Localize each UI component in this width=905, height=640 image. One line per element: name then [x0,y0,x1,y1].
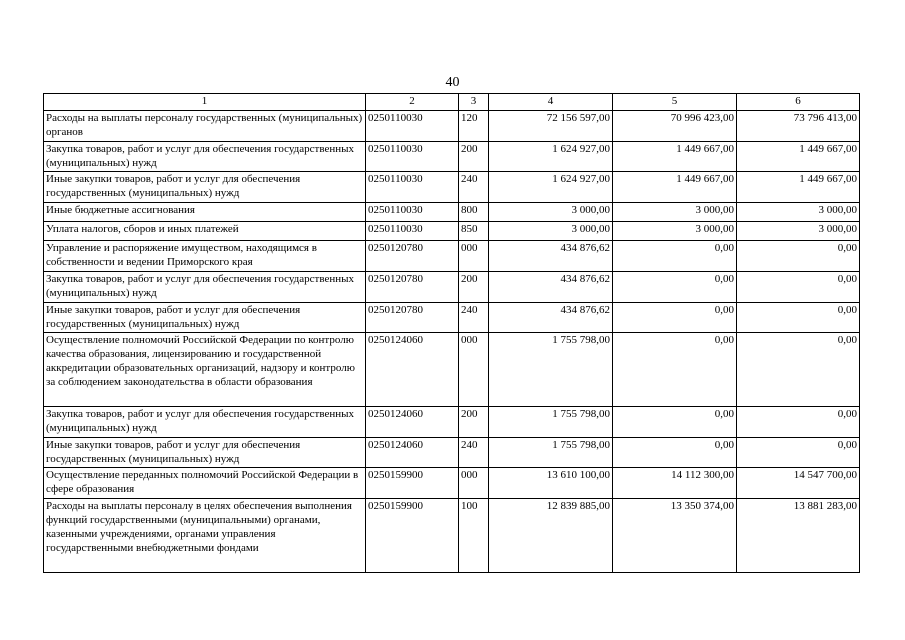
amount-col6-cell: 1 449 667,00 [737,142,860,172]
amount-col6-cell: 3 000,00 [737,222,860,241]
table-row [44,407,860,438]
table-row [44,499,860,573]
target-code-cell: 0250159900 [366,499,459,573]
amount-col5-cell: 70 996 423,00 [613,111,737,142]
amount-col4-cell: 12 839 885,00 [489,499,613,573]
column-header: 2 [366,94,459,111]
expense-type-cell: 000 [459,333,489,407]
amount-col5-cell: 1 449 667,00 [613,172,737,203]
amount-col6-cell: 73 796 413,00 [737,111,860,142]
table-row [44,142,860,172]
table-row [44,111,860,142]
expense-type-cell: 240 [459,172,489,203]
column-header: 5 [613,94,737,111]
table-row [44,438,860,468]
expense-name-cell: Управление и распоряжение имуществом, находящимся в собственности и ведении Приморского края [44,241,366,272]
target-code-cell: 0250120780 [366,303,459,333]
table-row [44,303,860,333]
expense-name-cell: Иные закупки товаров, работ и услуг для обеспечения государственных (муниципальных) нужд [44,438,366,468]
target-code-cell: 0250110030 [366,111,459,142]
amount-col6-cell: 0,00 [737,241,860,272]
expense-type-cell: 200 [459,142,489,172]
expense-name-cell: Иные бюджетные ассигнования [44,203,366,222]
expense-type-cell: 800 [459,203,489,222]
target-code-cell: 0250120780 [366,272,459,303]
expense-name-cell: Уплата налогов, сборов и иных платежей [44,222,366,241]
column-header: 1 [44,94,366,111]
expense-type-cell: 200 [459,407,489,438]
expense-name-cell: Осуществление переданных полномочий Российской Федерации в сфере образования [44,468,366,499]
amount-col4-cell: 1 624 927,00 [489,142,613,172]
amount-col6-cell: 13 881 283,00 [737,499,860,573]
amount-col5-cell: 3 000,00 [613,222,737,241]
amount-col5-cell: 0,00 [613,303,737,333]
amount-col5-cell: 0,00 [613,407,737,438]
amount-col6-cell: 3 000,00 [737,203,860,222]
amount-col4-cell: 1 624 927,00 [489,172,613,203]
target-code-cell: 0250124060 [366,438,459,468]
table-row [44,333,860,407]
budget-table [43,93,860,573]
amount-col5-cell: 0,00 [613,438,737,468]
target-code-cell: 0250120780 [366,241,459,272]
amount-col5-cell: 0,00 [613,333,737,407]
target-code-cell: 0250124060 [366,407,459,438]
expense-type-cell: 850 [459,222,489,241]
column-header: 3 [459,94,489,111]
column-header: 4 [489,94,613,111]
table-row [44,222,860,241]
table-row [44,468,860,499]
table-row [44,203,860,222]
amount-col4-cell: 72 156 597,00 [489,111,613,142]
expense-type-cell: 240 [459,438,489,468]
target-code-cell: 0250110030 [366,142,459,172]
amount-col4-cell: 3 000,00 [489,222,613,241]
amount-col4-cell: 3 000,00 [489,203,613,222]
amount-col5-cell: 13 350 374,00 [613,499,737,573]
amount-col6-cell: 0,00 [737,333,860,407]
page-number: 40 [445,75,460,90]
expense-name-cell: Расходы на выплаты персоналу в целях обеспечения выполнения функций государственными (муниципальными) органами, казенными учреждениями, органами управления государственными внебюджетными фондами [44,499,366,573]
amount-col6-cell: 14 547 700,00 [737,468,860,499]
amount-col6-cell: 1 449 667,00 [737,172,860,203]
amount-col4-cell: 1 755 798,00 [489,333,613,407]
expense-name-cell: Иные закупки товаров, работ и услуг для обеспечения государственных (муниципальных) нужд [44,172,366,203]
expense-name-cell: Закупка товаров, работ и услуг для обеспечения государственных (муниципальных) нужд [44,272,366,303]
amount-col5-cell: 0,00 [613,241,737,272]
expense-type-cell: 240 [459,303,489,333]
expense-name-cell: Закупка товаров, работ и услуг для обеспечения государственных (муниципальных) нужд [44,407,366,438]
amount-col6-cell: 0,00 [737,438,860,468]
expense-name-cell: Расходы на выплаты персоналу государственных (муниципальных) органов [44,111,366,142]
expense-type-cell: 100 [459,499,489,573]
amount-col6-cell: 0,00 [737,272,860,303]
amount-col4-cell: 1 755 798,00 [489,407,613,438]
expense-name-cell: Осуществление полномочий Российской Федерации по контролю качества образования, лицензированию и государственной аккредитации образовательных организаций, надзору и контролю за соблюдением законодательства в области образования [44,333,366,407]
expense-type-cell: 000 [459,468,489,499]
amount-col4-cell: 434 876,62 [489,303,613,333]
table-header-row [44,94,860,111]
target-code-cell: 0250110030 [366,222,459,241]
amount-col4-cell: 434 876,62 [489,272,613,303]
column-header: 6 [737,94,860,111]
amount-col4-cell: 1 755 798,00 [489,438,613,468]
table-row [44,272,860,303]
amount-col4-cell: 434 876,62 [489,241,613,272]
expense-type-cell: 200 [459,272,489,303]
target-code-cell: 0250159900 [366,468,459,499]
target-code-cell: 0250124060 [366,333,459,407]
amount-col4-cell: 13 610 100,00 [489,468,613,499]
expense-name-cell: Иные закупки товаров, работ и услуг для обеспечения государственных (муниципальных) нужд [44,303,366,333]
expense-type-cell: 000 [459,241,489,272]
expense-name-cell: Закупка товаров, работ и услуг для обеспечения государственных (муниципальных) нужд [44,142,366,172]
table-row [44,241,860,272]
target-code-cell: 0250110030 [366,172,459,203]
amount-col5-cell: 1 449 667,00 [613,142,737,172]
amount-col5-cell: 14 112 300,00 [613,468,737,499]
target-code-cell: 0250110030 [366,203,459,222]
table-row [44,172,860,203]
amount-col6-cell: 0,00 [737,407,860,438]
amount-col5-cell: 3 000,00 [613,203,737,222]
amount-col6-cell: 0,00 [737,303,860,333]
expense-type-cell: 120 [459,111,489,142]
amount-col5-cell: 0,00 [613,272,737,303]
